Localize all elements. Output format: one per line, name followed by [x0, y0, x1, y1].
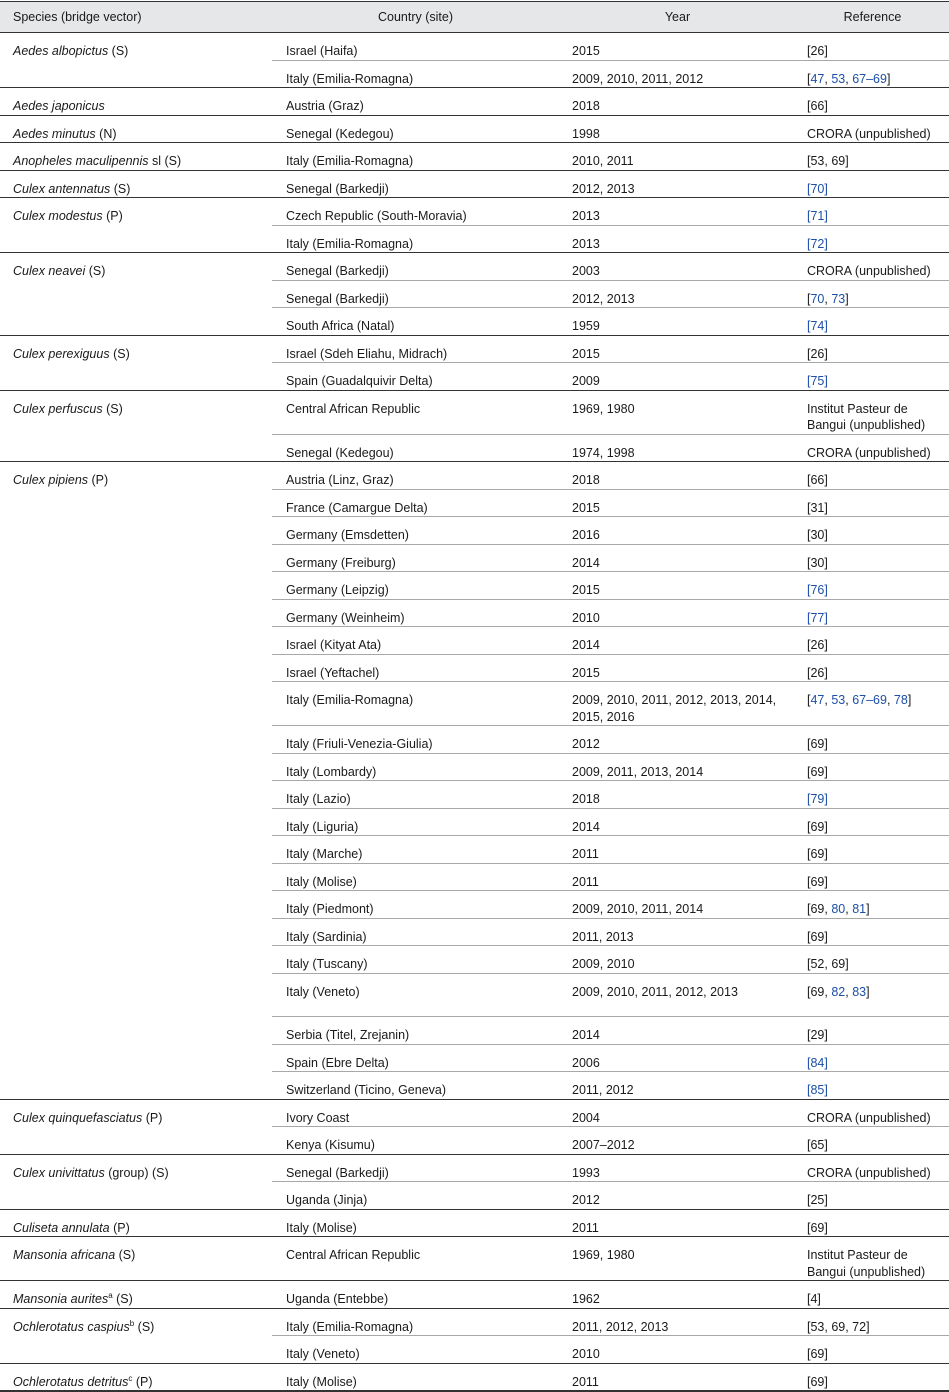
country-cell: Germany (Weinheim)	[272, 599, 559, 627]
reference-text: CRORA (unpublished)	[807, 126, 931, 141]
country-cell: Czech Republic (South-Moravia)	[272, 198, 559, 226]
country-cell: Italy (Liguria)	[272, 808, 559, 836]
reference-cell	[796, 1281, 949, 1309]
reference-cell	[796, 462, 949, 490]
year-cell: 2015	[559, 33, 796, 61]
table-row	[0, 33, 949, 61]
country-cell: Senegal (Kedegou)	[272, 434, 559, 462]
table-row	[0, 253, 949, 281]
reference-text: [30]	[807, 528, 828, 542]
reference-text: [69]	[807, 737, 828, 751]
year-cell: 2018	[559, 462, 796, 490]
table-row	[0, 1154, 949, 1182]
country-cell: Israel (Yeftachel)	[272, 654, 559, 682]
reference-text: [	[807, 71, 811, 86]
year-cell: 2011	[559, 1209, 796, 1237]
species-name: Culex quinquefasciatus	[13, 1110, 143, 1125]
year-cell: 2010	[559, 599, 796, 627]
country-cell: South Africa (Natal)	[272, 308, 559, 336]
footnote-mark: c	[128, 1373, 133, 1383]
reference-text: [26]	[807, 44, 828, 58]
reference-cell	[796, 627, 949, 655]
species-name: Culex perfuscus	[13, 401, 103, 416]
reference-text: ]	[866, 984, 870, 999]
country-cell: Spain (Guadalquivir Delta)	[272, 363, 559, 391]
reference-cell	[796, 599, 949, 627]
reference-cell	[796, 808, 949, 836]
country-cell: Israel (Sdeh Eliahu, Midrach)	[272, 335, 559, 363]
species-cell	[0, 33, 272, 88]
year-cell: 2006	[559, 1044, 796, 1072]
reference-cell	[796, 572, 949, 600]
year-cell: 1969, 1980	[559, 390, 796, 434]
reference-cell	[796, 836, 949, 864]
table-row	[0, 1281, 949, 1309]
reference-cell	[796, 1072, 949, 1100]
country-cell: France (Camargue Delta)	[272, 489, 559, 517]
reference-link[interactable]: [70]	[807, 181, 828, 196]
species-name: Ochlerotatus detritus	[13, 1374, 129, 1389]
year-cell: 2010	[559, 1336, 796, 1364]
country-cell: Senegal (Barkedji)	[272, 253, 559, 281]
reference-text: [31]	[807, 500, 828, 515]
reference-cell	[796, 1127, 949, 1155]
species-name: Culex pipiens	[13, 473, 89, 487]
reference-link[interactable]: [76]	[807, 583, 828, 597]
reference-cell	[796, 517, 949, 545]
species-suffix: (S)	[109, 346, 130, 361]
reference-text: ,	[845, 902, 853, 916]
reference-cell	[796, 863, 949, 891]
country-cell: Senegal (Kedegou)	[272, 115, 559, 143]
reference-cell	[796, 1154, 949, 1182]
reference-text: Institut Pasteur de Bangui (unpublished)	[807, 1248, 926, 1279]
reference-text: ,	[824, 291, 832, 306]
reference-text: ]	[886, 71, 891, 86]
country-cell: Italy (Veneto)	[272, 1336, 559, 1364]
year-cell: 2016	[559, 517, 796, 545]
year-cell: 2015	[559, 654, 796, 682]
country-cell: Italy (Marche)	[272, 836, 559, 864]
year-cell: 2009	[559, 363, 796, 391]
country-cell: Senegal (Barkedji)	[272, 1154, 559, 1182]
country-cell: Germany (Freiburg)	[272, 544, 559, 572]
reference-text: ,	[886, 693, 894, 707]
year-cell: 1974, 1998	[559, 434, 796, 462]
reference-text: [53, 69]	[807, 154, 849, 168]
country-cell: Italy (Lazio)	[272, 781, 559, 809]
country-cell: Israel (Haifa)	[272, 33, 559, 61]
reference-cell	[796, 544, 949, 572]
reference-text: ]	[845, 291, 849, 306]
reference-cell	[796, 1017, 949, 1045]
year-cell: 2018	[559, 781, 796, 809]
footnote-mark: a	[108, 1291, 113, 1301]
reference-text: ,	[845, 693, 853, 707]
species-name: Aedes minutus	[13, 126, 96, 141]
year-cell: 2010, 2011	[559, 143, 796, 171]
species-cell	[0, 390, 272, 462]
year-cell: 2009, 2011, 2013, 2014	[559, 753, 796, 781]
reference-text: [69,	[807, 902, 832, 916]
species-cell	[0, 143, 272, 171]
species-suffix: (S)	[110, 181, 131, 196]
reference-text: [66]	[807, 99, 828, 113]
header-year: Year	[559, 2, 796, 33]
reference-link[interactable]: [84]	[807, 1055, 828, 1070]
country-cell: Italy (Molise)	[272, 863, 559, 891]
reference-cell	[796, 1237, 949, 1281]
species-suffix: (P)	[142, 1110, 163, 1125]
table-row	[0, 1099, 949, 1127]
year-cell: 1998	[559, 115, 796, 143]
reference-cell	[796, 115, 949, 143]
species-suffix: (P)	[132, 1374, 153, 1389]
country-cell: Italy (Emilia-Romagna)	[272, 682, 559, 726]
country-cell: Italy (Molise)	[272, 1363, 559, 1391]
species-suffix: (S)	[102, 401, 123, 416]
reference-cell	[796, 726, 949, 754]
reference-text: ]	[907, 693, 912, 707]
species-name: Culex neavei	[13, 264, 86, 278]
species-cell	[0, 253, 272, 336]
reference-cell	[796, 143, 949, 171]
year-cell: 2011	[559, 863, 796, 891]
country-cell: Italy (Lombardy)	[272, 753, 559, 781]
year-cell: 2014	[559, 627, 796, 655]
country-cell: Italy (Piedmont)	[272, 891, 559, 919]
header-country: Country (site)	[272, 2, 559, 33]
reference-link[interactable]: 78	[893, 693, 908, 707]
footnote-mark: b	[129, 1318, 135, 1328]
country-cell: Central African Republic	[272, 1237, 559, 1281]
reference-text: CRORA (unpublished)	[807, 264, 931, 278]
reference-link[interactable]: [79]	[807, 792, 828, 806]
reference-cell	[796, 753, 949, 781]
country-cell: Italy (Emilia-Romagna)	[272, 225, 559, 253]
reference-cell	[796, 363, 949, 391]
reference-link[interactable]: 67–69	[852, 71, 887, 86]
species-suffix: (P)	[109, 1220, 130, 1235]
reference-text: [25]	[807, 1193, 828, 1208]
reference-cell	[796, 1182, 949, 1210]
reference-text: [	[807, 291, 811, 306]
year-cell: 2009, 2010	[559, 946, 796, 974]
table-row	[0, 1363, 949, 1391]
country-cell: Kenya (Kisumu)	[272, 1127, 559, 1155]
species-suffix: (S)	[112, 1292, 133, 1307]
table-header	[0, 2, 949, 33]
reference-text: [29]	[807, 1028, 828, 1043]
reference-link[interactable]: [74]	[807, 319, 828, 333]
reference-link[interactable]: [77]	[807, 610, 828, 625]
reference-text: [26]	[807, 665, 828, 680]
reference-text: ,	[845, 984, 853, 999]
reference-link[interactable]: [85]	[807, 1083, 828, 1098]
species-suffix: (N)	[95, 126, 117, 141]
reference-text: [4]	[807, 1292, 821, 1307]
table-row	[0, 1237, 949, 1281]
year-cell: 2012, 2013	[559, 170, 796, 198]
country-cell: Switzerland (Ticino, Geneva)	[272, 1072, 559, 1100]
year-cell: 2003	[559, 253, 796, 281]
year-cell: 1969, 1980	[559, 1237, 796, 1281]
year-cell: 2013	[559, 225, 796, 253]
species-cell	[0, 462, 272, 1100]
year-cell: 2009, 2010, 2011, 2014	[559, 891, 796, 919]
table-body	[0, 33, 949, 1392]
species-suffix: (S)	[108, 44, 129, 58]
reference-text: [66]	[807, 473, 828, 487]
reference-text: ,	[845, 71, 853, 86]
reference-cell	[796, 335, 949, 363]
reference-text: CRORA (unpublished)	[807, 445, 931, 460]
reference-cell	[796, 1336, 949, 1364]
reference-link[interactable]: 80	[831, 902, 846, 916]
year-cell: 2015	[559, 572, 796, 600]
species-cell	[0, 1281, 272, 1309]
year-cell: 2013	[559, 198, 796, 226]
header-species: Species (bridge vector)	[0, 2, 272, 33]
header-reference: Reference	[796, 2, 949, 33]
species-cell	[0, 198, 272, 253]
species-cell	[0, 1099, 272, 1154]
species-cell	[0, 170, 272, 198]
country-cell: Uganda (Jinja)	[272, 1182, 559, 1210]
reference-cell	[796, 60, 949, 88]
country-cell: Italy (Veneto)	[272, 973, 559, 1017]
year-cell: 2014	[559, 1017, 796, 1045]
year-cell: 2018	[559, 88, 796, 116]
reference-text: [69]	[807, 1347, 828, 1362]
reference-link[interactable]: 70	[810, 291, 825, 306]
reference-text: [69]	[807, 1374, 828, 1389]
reference-cell	[796, 198, 949, 226]
table-row	[0, 115, 949, 143]
table-row	[0, 143, 949, 171]
reference-text: CRORA (unpublished)	[807, 1165, 931, 1180]
table-row	[0, 88, 949, 116]
country-cell: Italy (Emilia-Romagna)	[272, 143, 559, 171]
species-name: Culex univittatus	[13, 1165, 105, 1180]
reference-text: CRORA (unpublished)	[807, 1110, 931, 1125]
country-cell: Austria (Linz, Graz)	[272, 462, 559, 490]
reference-text: [69,	[807, 984, 832, 999]
reference-cell	[796, 225, 949, 253]
reference-link[interactable]: 67–69	[852, 693, 887, 707]
species-name: Anopheles maculipennis	[13, 154, 149, 168]
country-cell: Senegal (Barkedji)	[272, 280, 559, 308]
reference-cell	[796, 654, 949, 682]
year-cell: 2004	[559, 1099, 796, 1127]
species-name: Mansonia africana	[13, 1248, 116, 1263]
year-cell: 2014	[559, 544, 796, 572]
species-cell	[0, 1363, 272, 1391]
species-suffix: sl (S)	[148, 154, 182, 168]
reference-cell	[796, 1308, 949, 1336]
country-cell: Uganda (Entebbe)	[272, 1281, 559, 1309]
reference-cell	[796, 308, 949, 336]
year-cell: 2012	[559, 726, 796, 754]
country-cell: Senegal (Barkedji)	[272, 170, 559, 198]
species-name: Aedes japonicus	[13, 99, 105, 113]
reference-cell	[796, 1044, 949, 1072]
year-cell: 2011, 2013	[559, 918, 796, 946]
reference-text: Institut Pasteur de Bangui (unpublished)	[807, 401, 926, 432]
reference-text: [26]	[807, 638, 828, 652]
reference-cell	[796, 682, 949, 726]
year-cell: 1959	[559, 308, 796, 336]
country-cell: Central African Republic	[272, 390, 559, 434]
reference-cell	[796, 918, 949, 946]
species-cell	[0, 115, 272, 143]
reference-text: [69]	[807, 1220, 828, 1235]
species-name: Culex perexiguus	[13, 346, 110, 361]
reference-link[interactable]: [75]	[807, 374, 828, 388]
table-row	[0, 462, 949, 490]
species-suffix: (S)	[115, 1248, 136, 1263]
reference-link[interactable]: 82	[831, 984, 846, 999]
reference-text: [69]	[807, 764, 828, 779]
country-cell: Serbia (Titel, Zrejanin)	[272, 1017, 559, 1045]
species-name: Aedes albopictus	[13, 44, 109, 58]
country-cell: Germany (Emsdetten)	[272, 517, 559, 545]
species-suffix: (P)	[102, 209, 123, 223]
year-cell: 2011, 2012, 2013	[559, 1308, 796, 1336]
reference-cell	[796, 781, 949, 809]
reference-text: [53, 69, 72]	[807, 1319, 870, 1334]
reference-text: [69]	[807, 819, 828, 834]
reference-text: ,	[824, 693, 832, 707]
reference-cell	[796, 253, 949, 281]
reference-cell	[796, 434, 949, 462]
species-name: Mansonia aurites	[13, 1292, 109, 1307]
year-cell: 1993	[559, 1154, 796, 1182]
reference-cell	[796, 946, 949, 974]
year-cell: 2015	[559, 335, 796, 363]
year-cell: 2011, 2012	[559, 1072, 796, 1100]
reference-link[interactable]: 47	[810, 693, 825, 707]
reference-cell	[796, 1099, 949, 1127]
species-cell	[0, 1154, 272, 1209]
reference-text: [69]	[807, 847, 828, 861]
year-cell: 2011	[559, 1363, 796, 1391]
reference-link[interactable]: 53	[831, 693, 846, 707]
year-cell: 2007–2012	[559, 1127, 796, 1155]
reference-cell	[796, 489, 949, 517]
reference-text: [69]	[807, 874, 828, 889]
header-row	[0, 2, 949, 33]
reference-cell	[796, 390, 949, 434]
year-cell: 1962	[559, 1281, 796, 1309]
table-row	[0, 1308, 949, 1336]
species-suffix: (S)	[134, 1319, 155, 1334]
species-table	[0, 1, 949, 1392]
reference-link[interactable]: 73	[831, 291, 846, 306]
reference-text: [30]	[807, 555, 828, 570]
country-cell: Italy (Molise)	[272, 1209, 559, 1237]
species-cell	[0, 1308, 272, 1363]
species-cell	[0, 335, 272, 390]
reference-link[interactable]: 47	[810, 71, 825, 86]
year-cell: 2012, 2013	[559, 280, 796, 308]
species-name: Culex antennatus	[13, 181, 111, 196]
country-cell: Italy (Emilia-Romagna)	[272, 60, 559, 88]
reference-text: ,	[824, 71, 832, 86]
species-cell	[0, 1237, 272, 1281]
reference-cell	[796, 88, 949, 116]
country-cell: Israel (Kityat Ata)	[272, 627, 559, 655]
species-suffix: (P)	[88, 473, 109, 487]
reference-cell	[796, 891, 949, 919]
reference-link[interactable]: [71]	[807, 209, 828, 223]
country-cell: Germany (Leipzig)	[272, 572, 559, 600]
reference-text: [65]	[807, 1138, 828, 1153]
reference-text: ]	[866, 902, 870, 916]
reference-cell	[796, 1363, 949, 1391]
species-cell	[0, 88, 272, 116]
species-suffix: (group) (S)	[104, 1165, 169, 1180]
reference-link[interactable]: [72]	[807, 236, 828, 251]
species-name: Ochlerotatus caspius	[13, 1319, 130, 1334]
species-name: Culiseta annulata	[13, 1220, 110, 1235]
year-cell: 2014	[559, 808, 796, 836]
species-name: Culex modestus	[13, 209, 103, 223]
table-row	[0, 198, 949, 226]
species-suffix: (S)	[85, 264, 106, 278]
reference-link[interactable]: 81	[852, 902, 867, 916]
reference-cell	[796, 973, 949, 1017]
reference-text: [26]	[807, 346, 828, 361]
species-cell	[0, 1209, 272, 1237]
table-row	[0, 390, 949, 434]
reference-link[interactable]: 83	[852, 984, 867, 999]
table-row	[0, 170, 949, 198]
reference-text: [52, 69]	[807, 957, 849, 971]
year-cell: 2009, 2010, 2011, 2012	[559, 60, 796, 88]
reference-cell	[796, 33, 949, 61]
country-cell: Austria (Graz)	[272, 88, 559, 116]
reference-link[interactable]: 53	[831, 71, 846, 86]
reference-cell	[796, 1209, 949, 1237]
year-cell: 2011	[559, 836, 796, 864]
reference-text: [	[807, 693, 811, 707]
year-cell: 2009, 2010, 2011, 2012, 2013, 2014, 2015, 2016	[559, 682, 796, 726]
country-cell: Italy (Sardinia)	[272, 918, 559, 946]
table-row	[0, 335, 949, 363]
table-row	[0, 1209, 949, 1237]
country-cell: Italy (Tuscany)	[272, 946, 559, 974]
reference-cell	[796, 170, 949, 198]
year-cell: 2009, 2010, 2011, 2012, 2013	[559, 973, 796, 1017]
reference-text: [69]	[807, 929, 828, 944]
year-cell: 2012	[559, 1182, 796, 1210]
year-cell: 2015	[559, 489, 796, 517]
reference-cell	[796, 280, 949, 308]
country-cell: Italy (Friuli-Venezia-Giulia)	[272, 726, 559, 754]
country-cell: Ivory Coast	[272, 1099, 559, 1127]
country-cell: Italy (Emilia-Romagna)	[272, 1308, 559, 1336]
country-cell: Spain (Ebre Delta)	[272, 1044, 559, 1072]
